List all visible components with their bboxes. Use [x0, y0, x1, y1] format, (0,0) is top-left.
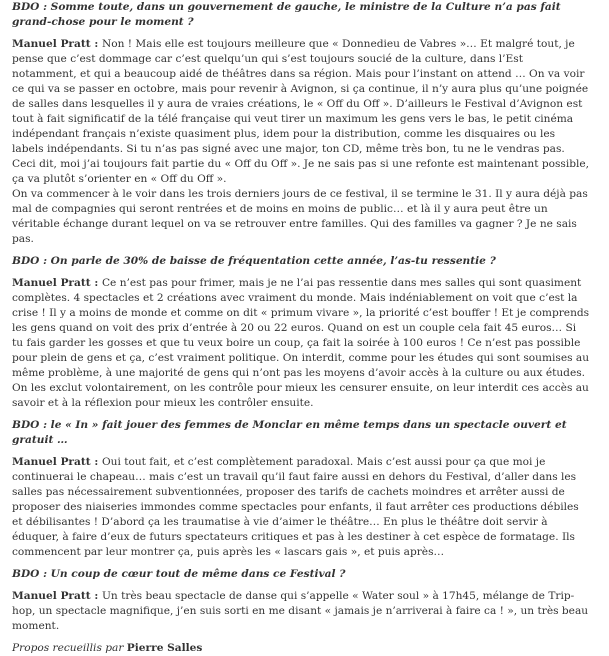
speaker-name: Manuel Pratt :: [12, 590, 102, 602]
answer-continuation: On va commencer à le voir dans les trois derniers jours de ce festival, il se termine le 31. Il y aura déjà pas mal de compagnies qui seront rentrées et de moins en moins de public… et là il y aura peut être un véritable échange durant lequel on va se retrouver entre familles. Qui des familles va gagner ? Je ne sais pas.: [12, 188, 588, 245]
answer-3: [12, 455, 590, 560]
question-text: BDO : Un coup de cœur tout de même dans ce Festival ?: [12, 568, 346, 580]
answer-1: [12, 37, 590, 247]
answer-text: Ce n’est pas pour frimer, mais je ne l’ai pas ressentie dans mes salles qui sont quasiment complètes. 4 spectacles et 2 créations avec vraiment du monde. Mais indéniablement on voit que c’est la crise ! Il y a moins de monde et comme on dit « primum vivare », la priorité c’est bouffer ! Et je comprends les gens quand on voit des prix d’entrée à 20 ou 22 euros. Quand on est un couple cela fait 45 euros… Si tu fais garder les gosses et que tu veux boire un coup, ça fait la soirée à 100 euros ! Ce n’est pas possible pour plein de gens et ça, c’est vraiment politique. On interdit, comme pour les études qui sont soumises au même problème, à une majorité de gens qui n’ont pas les moyens d’avoir accès à la culture ou aux études. On les exclut volontairement, on les contrôle pour mieux les censurer ensuite, on leur interdit ces accès au savoir et à la réflexion pour mieux les contrôler ensuite.: [12, 277, 590, 409]
credit-label: Propos recueillis par: [12, 642, 124, 654]
question-2: [12, 254, 590, 269]
question-text: BDO : le « In » fait jouer des femmes de Monclar en même temps dans un spectacle ouvert et gratuit …: [12, 419, 567, 446]
speaker-name: Manuel Pratt :: [12, 38, 102, 50]
question-text: BDO : Somme toute, dans un gouvernement de gauche, le ministre de la Culture n’a pas fait grand-chose pour le moment ?: [12, 1, 561, 28]
answer-text: Un très beau spectacle de danse qui s’appelle « Water soul » à 17h45, mélange de Trip-hop, un spectacle magnifique, j’en suis sorti en me disant « jamais je n’arriverai à faire ca ! », un très beau moment.: [12, 590, 589, 632]
answer-2: [12, 276, 590, 411]
question-text: BDO : On parle de 30% de baisse de fréquentation cette année, l’as-tu ressentie ?: [12, 255, 496, 267]
speaker-name: Manuel Pratt :: [12, 277, 102, 289]
answer-text: Oui tout fait, et c’est complètement paradoxal. Mais c’est aussi pour ça que moi je continuerai le chapeau… mais c’est un travail qu’il faut faire aussi en dehors du Festival, d’aller dans les salles pas nécessairement subventionnées, proposer des tarifs de cachets moindres et arrêter aussi de proposer des niaiseries immondes comme spectacles pour enfants, il faut arrêter ces productions débiles et débilisantes ! D’abord ça les traumatise à vie d’aimer le théâtre… En plus le théâtre doit servir à éduquer, à faire d’eux de futurs spectateurs critiques et pas à les destiner à cet espèce de formatage. Ils commencent par leur montrer ça, puis après les « lascars gais », et puis après…: [12, 456, 579, 558]
question-4: [12, 567, 590, 582]
question-1: [12, 0, 590, 30]
answer-text: Non ! Mais elle est toujours meilleure que « Donnedieu de Vabres »… Et malgré tout, je pense que c’est dommage car c’est quelqu’un qui s’est toujours soucié de la culture, dans l’Est notamment, et qui a beaucoup aidé de théâtres dans sa région. Mais pour l’instant on attend … On va voir ce qui va se passer en octobre, mais pour revenir à Avignon, si ça continue, il n’y aura plus qu’une poignée de salles dans lesquelles il y aura de vraies créations, le « Off du Off ». D’ailleurs le Festival d’Avignon est tout à fait significatif de la télé française qui veut tirer un maximum les gens vers le bas, le petit cinéma indépendant français n’existe quasiment plus, idem pour la distribution, comme les disquaires ou les labels indépendants. Si tu n’as pas signé avec une major, ton CD, même très bon, tu ne le vendras pas. Ceci dit, moi j’ai toujours fait partie du « Off du Off ». Je ne sais pas si une refonte est maintenant possible, ça va plutôt s’orienter en « Off du Off ».: [12, 38, 590, 185]
speaker-name: Manuel Pratt :: [12, 456, 102, 468]
article-credit: [12, 641, 590, 656]
answer-4: [12, 589, 590, 634]
credit-author: Pierre Salles: [126, 642, 203, 654]
question-3: [12, 418, 590, 448]
